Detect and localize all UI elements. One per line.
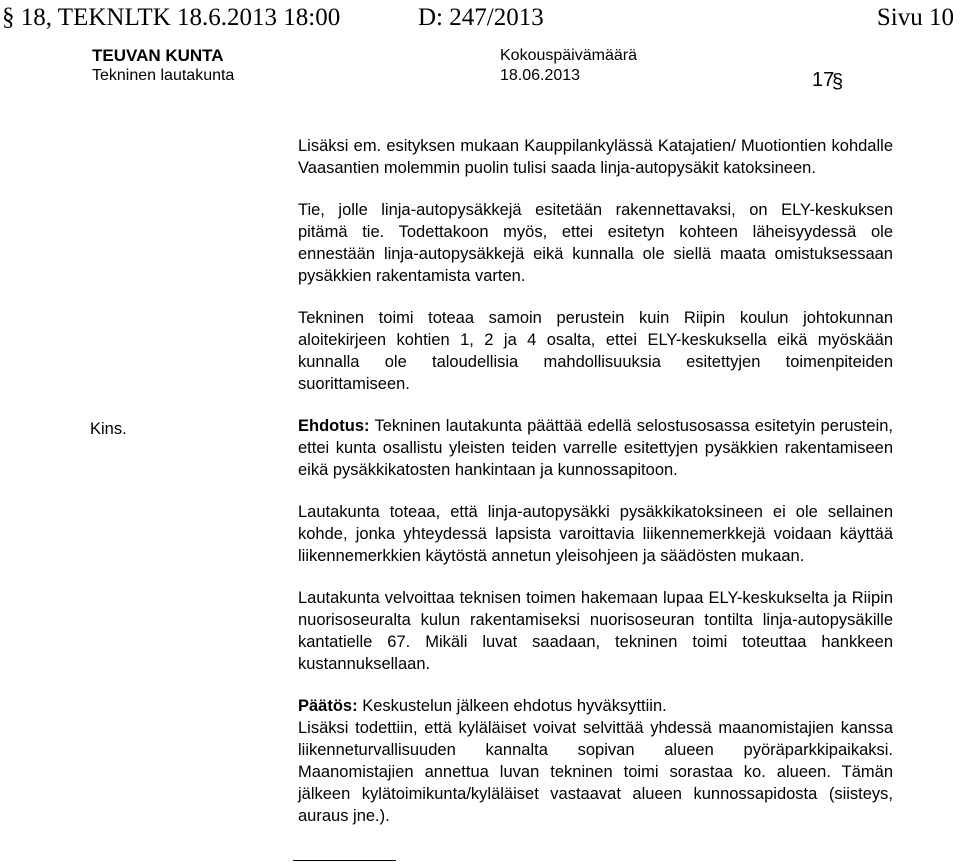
document-number: D: 247/2013 — [418, 4, 544, 31]
decision-paragraph — [298, 695, 893, 717]
margin-label: Kins. — [90, 420, 127, 438]
page-number: 17 — [812, 69, 835, 91]
document-body — [298, 135, 893, 827]
document-top-line — [0, 0, 960, 36]
decision-label: Päätös: — [298, 697, 358, 715]
organization-name: TEUVAN KUNTA — [92, 46, 224, 65]
sheet-page-number: Sivu 10 — [876, 4, 954, 31]
board-name: Tekninen lautakunta — [92, 67, 235, 84]
proposal-label: Ehdotus: — [298, 417, 370, 435]
paragraph-1: Lisäksi em. esityksen mukaan Kauppilankylässä Katajatien/ Muotiontien kohdalle Vaasantien molemmin puolin tulisi saada linja-autopysäkit katoksineen. — [298, 137, 893, 177]
signature-line — [293, 860, 396, 861]
meeting-date-label: Kokouspäivämäärä — [500, 47, 637, 64]
section-symbol: § — [832, 71, 844, 93]
paragraph-5: Lautakunta toteaa, että linja-autopysäkki pysäkkikatoksineen ei ole sellainen kohde, jonka yhteydessä lapsista varoittavia liikennemerkkejä voidaan käyttää liikennemerkkien käytöstä annetun yleisohjeen ja säädösten mukaan. — [298, 503, 893, 565]
paragraph-8: Lisäksi todettiin, että kyläläiset voivat selvittää yhdessä maanomistajien kanssa liikenneturvallisuuden kannalta sopivan alueen pyöräparkkipaikaksi. Maanomistajien annettua luvan tekninen toimi sorastaa ko. alueen. Tämän jälkeen kylätoimikunta/kyläläiset vastaavat alueen kunnossapidosta (siisteys, auraus jne.). — [298, 719, 893, 825]
meeting-date: 18.06.2013 — [500, 67, 581, 84]
paragraph-6: Lautakunta velvoittaa teknisen toimen hakemaan lupaa ELY-keskukselta ja Riipin nuorisoseuralta kulun rakentamiseksi nuorisoseuran tontilta linja-autopysäkille kantatielle 67. Mikäli luvat saadaan, tekninen toimi toteuttaa hankkeen kustannuksellaan. — [298, 589, 893, 673]
proposal-paragraph — [298, 415, 893, 481]
paragraph-3: Tekninen toimi toteaa samoin perustein kuin Riipin koulun johtokunnan aloitekirjeen kohtien 1, 2 ja 4 osalta, ettei ELY-keskuksella eikä myöskään kunnalla ole taloudellisia mahdollisuuksia esitettyjen toimenpiteiden suorittamiseen. — [298, 309, 893, 393]
decision-text: Keskustelun jälkeen ehdotus hyväksyttiin. — [357, 697, 667, 715]
paragraph-2: Tie, jolle linja-autopysäkkejä esitetään rakennettavaksi, on ELY-keskuksen pitämä tie. Todettakoon myös, ettei esitetyn kohteen läheisyydessä ole ennestään linja-autopysäkkejä eikä kunnalla ole siellä maata omistuksessaan pysäkkien rakentamista varten. — [298, 201, 893, 285]
section-reference: § 18, TEKNLTK 18.6.2013 18:00 — [2, 4, 341, 31]
proposal-text: Tekninen lautakunta päättää edellä selostusosassa esitetyin perustein, ettei kunta osallistu yleisten teiden varrelle esitettyjen pysäkkien rakentamiseen eikä pysäkkikatosten hankintaan ja kunnossapitoon. — [298, 417, 893, 479]
